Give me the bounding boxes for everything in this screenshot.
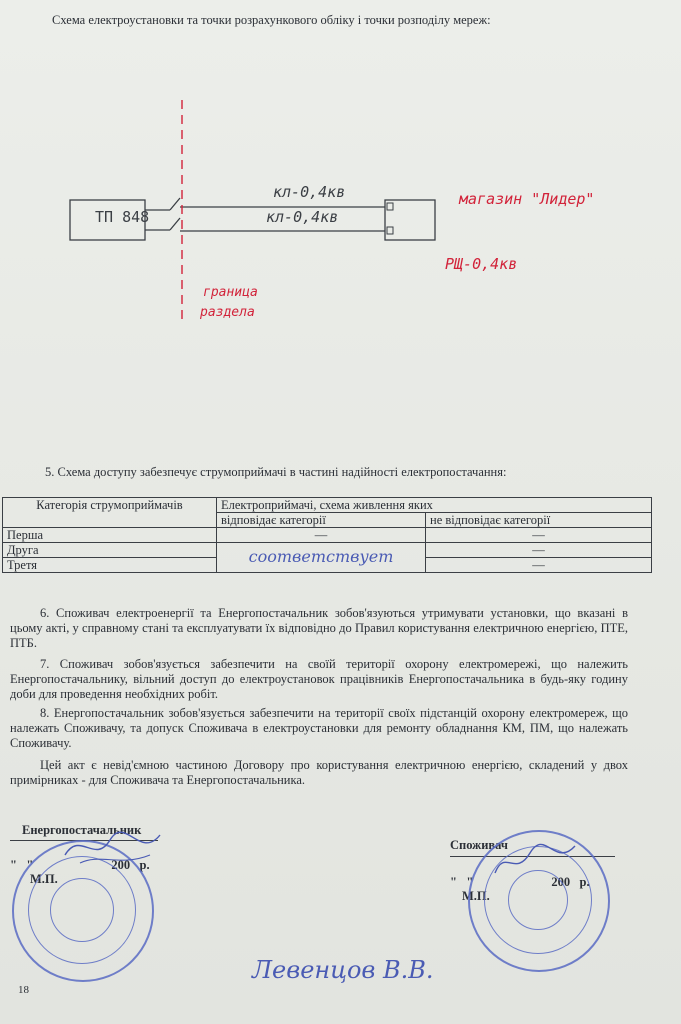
border-label-2: раздела	[200, 305, 255, 320]
col-category-header: Категорія струмоприймачів	[3, 498, 217, 528]
consumer-date: " " 200 р.	[450, 875, 590, 889]
consumer-title: Споживач	[450, 838, 508, 852]
paragraph-9: Цей акт є невід'ємною частиною Договору про користування електричною енергією, складений у двох примірниках - для Споживача та Енергопостачальника.	[10, 758, 628, 787]
cell-dash: —	[426, 543, 652, 558]
bottom-signature: Левенцов В.В.	[252, 956, 434, 984]
table-row	[3, 528, 652, 543]
handwritten-note: соответствует	[248, 547, 394, 566]
cell-handwritten	[217, 543, 426, 573]
paragraph-8: 8. Енергопостачальник зобов'язується забезпечити на території своїх підстанцій охорону електромереж, що належать Споживачу, та допуск Споживача в електроустановки для ремонту обладнання КМ, ПМ, що належать Споживачу.	[10, 706, 628, 750]
col-receivers-header: Електроприймачі, схема живлення яких	[217, 498, 652, 513]
line2-label: кл-0,4кв	[266, 208, 339, 226]
supplier-mp: М.П.	[30, 872, 58, 886]
item-5: 5. Схема доступу забезпечує струмоприймачі в частині надійності електропостачання:	[45, 465, 507, 479]
cell-dash: —	[426, 528, 652, 543]
shop-label: магазин "Лидер"	[459, 190, 595, 208]
row-label: Перша	[3, 528, 217, 543]
line1-label: кл-0,4кв	[273, 183, 346, 201]
table-row	[3, 543, 652, 558]
supplier-date: " " 200 р.	[10, 858, 150, 872]
paragraph-7: 7. Споживач зобов'язується забезпечити на своїй території охорону електромережі, що належить Енергопостачальнику, вільний доступ до електроустановок працівників Енергопостачальника в будь-яку годину доби для проведення необхідних робіт.	[10, 657, 628, 701]
tp-label: ТП 848	[95, 208, 150, 226]
border-label-1: граница	[203, 285, 258, 300]
sub-header-matches: відповідає категорії	[217, 513, 426, 528]
cell-dash: —	[426, 558, 652, 573]
cell-dash: —	[217, 528, 426, 543]
consumer-mp: М.П.	[462, 889, 490, 903]
scheme-title: Схема електроустановки та точки розрахункового обліку і точки розподілу мереж:	[52, 13, 491, 27]
switch-2	[170, 218, 180, 230]
row-label: Друга	[3, 543, 217, 558]
switch-1	[170, 198, 180, 210]
sub-header-not-matches: не відповідає категорії	[426, 513, 652, 528]
reliability-table	[2, 497, 652, 573]
page-number: 18	[18, 984, 29, 996]
consumer-signature-scribble	[490, 838, 580, 883]
row-label: Третя	[3, 558, 217, 573]
rsh-label: РЩ-0,4кв	[445, 255, 518, 273]
supplier-signature-scribble	[60, 825, 170, 870]
paragraph-6: 6. Споживач електроенергії та Енергопостачальник зобов'язуються утримувати установки, що вказані в цьому акті, у справному стані та експлуатувати їх відповідно до Правил користування електричною енергією, ПТЕ, ПТБ.	[10, 606, 628, 650]
supplier-title: Енергопостачальник	[22, 823, 142, 837]
